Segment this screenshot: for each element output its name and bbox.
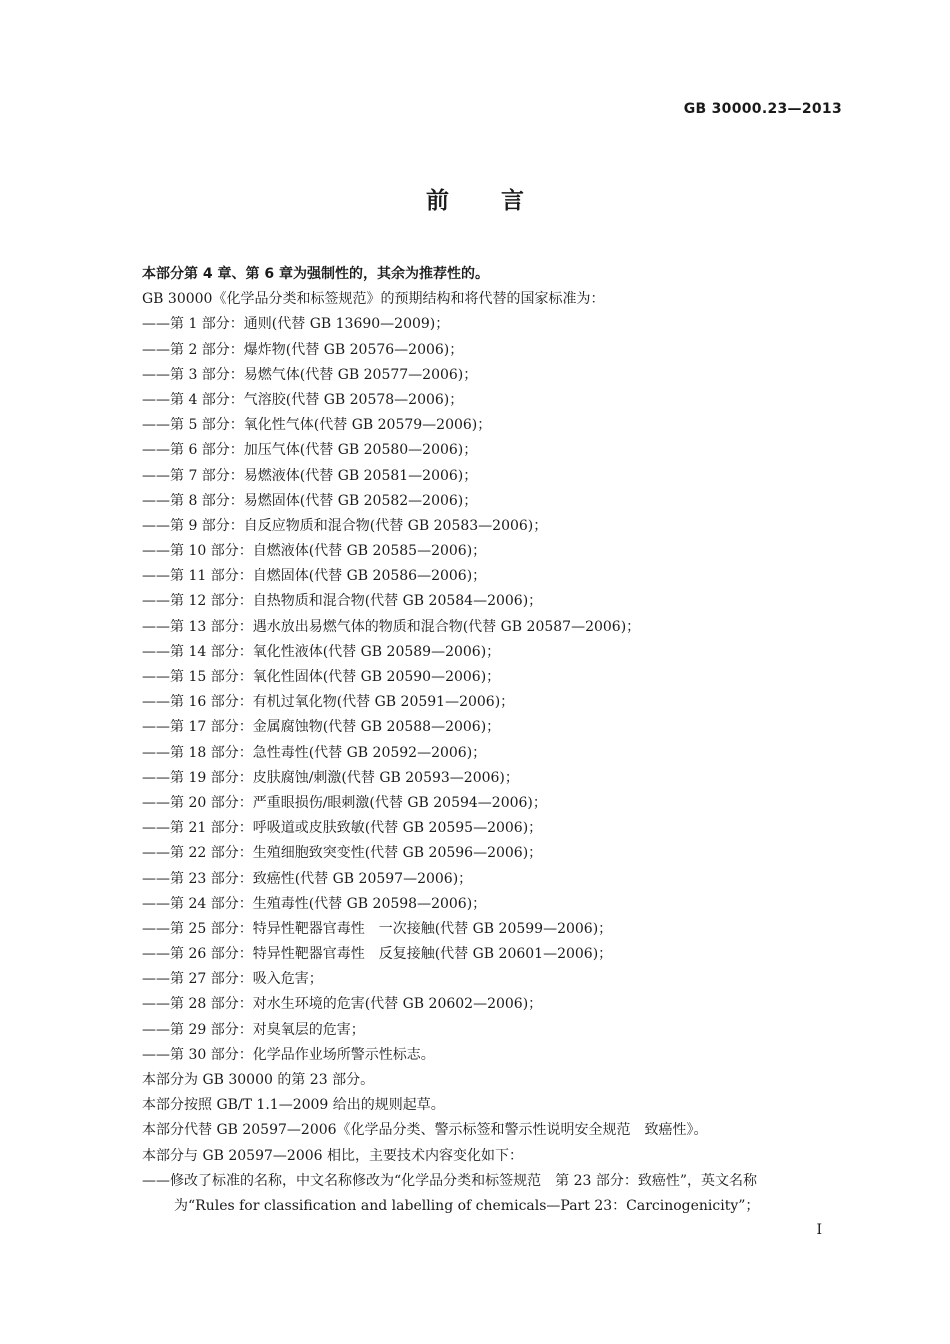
list-item: ——第 20 部分：严重眼损伤/眼刺激(代替 GB 20594—2006)； — [142, 794, 547, 811]
list-item: ——第 24 部分：生殖毒性(代替 GB 20598—2006)； — [142, 895, 487, 912]
structure-intro: GB 30000《化学品分类和标签规范》的预期结构和将代替的国家标准为： — [142, 291, 605, 308]
list-item: ——第 11 部分：自燃固体(代替 GB 20586—2006)； — [142, 568, 487, 585]
list-item: ——第 27 部分：吸入危害； — [142, 971, 323, 988]
list-item: ——第 16 部分：有机过氧化物(代替 GB 20591—2006)； — [142, 694, 515, 711]
list-item: ——第 7 部分：易燃液体(代替 GB 20581—2006)； — [142, 467, 478, 484]
page-number: I — [816, 1222, 822, 1238]
list-item: ——第 18 部分：急性毒性(代替 GB 20592—2006)； — [142, 744, 487, 761]
page-title: 前言 — [426, 188, 576, 214]
list-item: ——第 28 部分：对水生环境的危害(代替 GB 20602—2006)； — [142, 996, 543, 1013]
part-of-statement: 本部分为 GB 30000 的第 23 部分。 — [142, 1072, 375, 1088]
changes-intro: 本部分与 GB 20597—2006 相比，主要技术内容变化如下： — [142, 1147, 523, 1164]
parts-list — [142, 312, 862, 1068]
intro-bold-statement: 本部分第 4 章、第 6 章为强制性的，其余为推荐性的。 — [142, 266, 489, 282]
list-item: ——第 12 部分：自热物质和混合物(代替 GB 20584—2006)； — [142, 593, 543, 610]
list-item: ——第 23 部分：致癌性(代替 GB 20597—2006)； — [142, 870, 473, 887]
list-item: ——第 1 部分：通则(代替 GB 13690—2009)； — [142, 316, 450, 333]
change-item: ——修改了标准的名称，中文名称修改为“化学品分类和标签规范 第 23 部分：致癌性”，英文名称 — [142, 1172, 758, 1189]
list-item: ——第 10 部分：自燃液体(代替 GB 20585—2006)； — [142, 543, 487, 560]
list-item: ——第 21 部分：呼吸道或皮肤致敏(代替 GB 20595—2006)； — [142, 820, 543, 837]
list-item: ——第 9 部分：自反应物质和混合物(代替 GB 20583—2006)； — [142, 517, 548, 534]
list-item: ——第 19 部分：皮肤腐蚀/刺激(代替 GB 20593—2006)； — [142, 769, 519, 786]
list-item: ——第 5 部分：氧化性气体(代替 GB 20579—2006)； — [142, 417, 492, 434]
drafting-rules-statement: 本部分按照 GB/T 1.1—2009 给出的规则起草。 — [142, 1097, 445, 1114]
foreword-body — [142, 262, 862, 1219]
list-item: ——第 13 部分：遇水放出易燃气体的物质和混合物(代替 GB 20587—2006)； — [142, 618, 641, 635]
list-item: ——第 29 部分：对臭氧层的危害； — [142, 1021, 365, 1038]
list-item: ——第 22 部分：生殖细胞致突变性(代替 GB 20596—2006)； — [142, 845, 543, 862]
list-item: ——第 30 部分：化学品作业场所警示性标志。 — [142, 1046, 435, 1063]
list-item: ——第 14 部分：氧化性液体(代替 GB 20589—2006)； — [142, 643, 501, 660]
list-item: ——第 17 部分：金属腐蚀物(代替 GB 20588—2006)； — [142, 719, 501, 736]
replaces-statement: 本部分代替 GB 20597—2006《化学品分类、警示标签和警示性说明安全规范 致癌性》。 — [142, 1122, 708, 1139]
list-item: ——第 6 部分：加压气体(代替 GB 20580—2006)； — [142, 442, 478, 459]
list-item: ——第 3 部分：易燃气体(代替 GB 20577—2006)； — [142, 366, 478, 383]
list-item: ——第 4 部分：气溶胶(代替 GB 20578—2006)； — [142, 391, 464, 408]
standard-code: GB 30000.23—2013 — [683, 101, 842, 117]
list-item: ——第 26 部分：特异性靶器官毒性 反复接触(代替 GB 20601—2006)； — [142, 946, 613, 963]
list-item: ——第 2 部分：爆炸物(代替 GB 20576—2006)； — [142, 341, 464, 358]
list-item: ——第 8 部分：易燃固体(代替 GB 20582—2006)； — [142, 492, 478, 509]
list-item: ——第 15 部分：氧化性固体(代替 GB 20590—2006)； — [142, 669, 501, 685]
list-item: ——第 25 部分：特异性靶器官毒性 一次接触(代替 GB 20599—2006)； — [142, 920, 613, 937]
change-item-continuation: 为“Rules for classification and labelling of chemicals—Part 23：Carcinogenicity”； — [174, 1197, 760, 1214]
